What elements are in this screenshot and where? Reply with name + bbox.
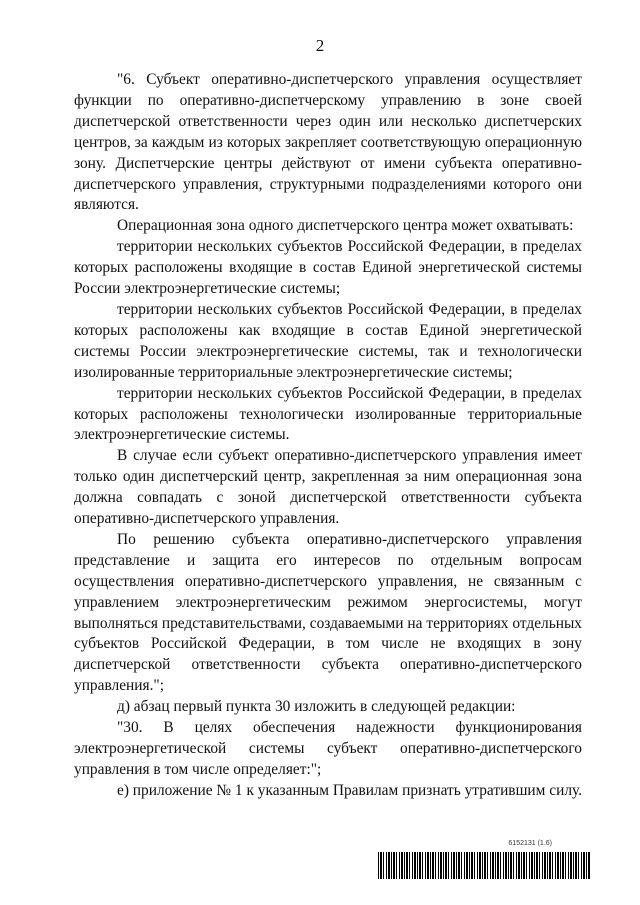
paragraph: Операционная зона одного диспетчерского центра может охватывать: — [117, 217, 574, 235]
paragraph: д) абзац первый пункта 30 изложить в следующей редакции: — [117, 698, 516, 716]
paragraph: территории нескольких субъектов Российской Федерации, в пределах которых расположены технологически изолированные территориальные электроэнергетические системы. — [74, 384, 582, 444]
paragraph: е) приложение № 1 к указанным Правилам признать утратившим силу. — [117, 781, 583, 799]
paragraph: В случае если субъект оперативно-диспетчерского управления имеет только один диспетчерский центр, закрепленная за ним операционная зона должна совпадать с зоной диспетчерской ответственности субъекта оперативно-диспетчерского управления. — [74, 447, 582, 528]
paragraph: территории нескольких субъектов Российской Федерации, в пределах которых расположены входящие в состав Единой энергетической системы России электроэнергетические системы; — [74, 238, 582, 298]
document-body — [74, 70, 582, 802]
barcode-block — [378, 840, 590, 880]
barcode-caption: 6152131 (1.6) — [508, 840, 552, 847]
barcode-icon — [378, 852, 590, 879]
page-number: 2 — [315, 36, 325, 55]
paragraph: территории нескольких субъектов Российской Федерации, в пределах которых расположены как входящие в состав Единой энергетической системы России электроэнергетические системы, так и технологически изолированные территориальные электроэнергетические системы; — [74, 300, 582, 381]
paragraph: По решению субъекта оперативно-диспетчерского управления представление и защита его интересов по отдельным вопросам осуществления оперативно-диспетчерского управления, не связанным с управлением электроэнергетическим режимом энергосистемы, могут выполняться представительствами, создаваемыми на территориях отдельных субъектов Российской Федерации, в том числе не входящих в зону диспетчерской ответственности субъекта оперативно-диспетчерского управления."; — [74, 530, 582, 695]
paragraph: "6. Субъект оперативно-диспетчерского управления осуществляет функции по оперативно-диспетчерскому управлению в зоне своей диспетчерской ответственности через один или несколько диспетчерских центров, за каждым из которых закрепляет соответствующую операционную зону. Диспетчерские центры действуют от имени субъекта оперативно-диспетчерского управления, структурными подразделениями которого они являются. — [74, 71, 582, 214]
paragraph: "30. В целях обеспечения надежности функционирования электроэнергетической системы субъект оперативно-диспетчерского управления в том числе определяет:"; — [74, 719, 582, 778]
